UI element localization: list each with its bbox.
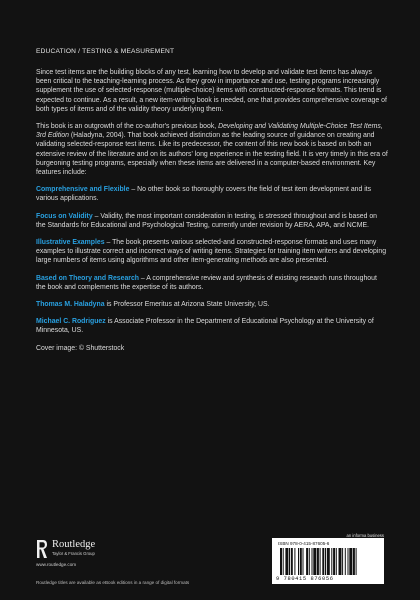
outgrowth-text-before: This book is an outgrowth of the co-author's previous book, (36, 123, 219, 131)
isbn-label: ISBN 978-0-415-87605-6 (278, 541, 330, 546)
cover-footer (0, 525, 420, 600)
routledge-logo-icon (36, 539, 48, 559)
publisher-website: www.routledge.com (36, 562, 77, 567)
publisher-name: Routledge (52, 539, 96, 550)
outgrowth-paragraph (36, 122, 388, 177)
feature-text: – No other book so thoroughly covers the field of test item development and its various applications. (36, 186, 372, 203)
author-name: Michael C. Rodriguez (36, 318, 106, 326)
barcode-box (272, 538, 384, 584)
author-bio-text: is Professor Emeritus at Arizona State University, US. (104, 301, 270, 309)
feature-text: – The book presents various selected-and constructed-response formats and uses many examples to illustrate correct and incorrect ways of writing items. Strategies for training item writers and developing large numbers of items using algorithms and other item-generating methods are also presented. (36, 239, 387, 265)
outgrowth-text-after: (Haladyna, 2004). That book achieved distinction as the leading source of guidance on creating and validating selected-response test items. Like its predecessor, the content of this new book is based on both an extensive review of the literature and on its authors' long experience in the testing field. It is very timely in this era of burgeoning testing programs, especially when these items are delivered in a computer-based environment. Key features include: (36, 132, 388, 177)
author-name: Thomas M. Haladyna (36, 301, 105, 309)
publisher-logo (52, 539, 95, 556)
feature-title: Comprehensive and Flexible (36, 186, 130, 194)
publisher-group: Taylor & Francis Group (52, 551, 95, 556)
feature-item (36, 185, 388, 203)
feature-title: Focus on Validity (36, 212, 93, 220)
intro-paragraph: Since test items are the building blocks of any test, learning how to develop and validate test items has always been critical to the teaching-learning process. As they grow in importance and use, testing programs increasingly supplement the use of selected-response (multiple-choice) items with constructed-response formats. This trend is expected to continue. As a result, a new item-writing book is needed, one that provides comprehensive coverage of both types of items and of the validity theory underlying them. (36, 69, 387, 113)
feature-title: Based on Theory and Research (36, 274, 140, 282)
feature-text: – A comprehensive review and synthesis of existing research runs throughout the book and complements the expertise of its authors. (36, 274, 377, 291)
author-bio (36, 300, 388, 309)
ebook-note: Routledge titles are available as eBook editions in a range of digital formats (36, 580, 190, 585)
cover-credit: Cover image: © Shutterstock (36, 344, 125, 352)
category-label: EDUCATION / TESTING & MEASUREMENT (36, 48, 175, 55)
informa-tagline: an informa business (346, 533, 384, 538)
barcode-digits: 9 780415 876056 (276, 576, 334, 582)
barcode-icon (278, 548, 378, 576)
previous-book-title: Developing and Validating Multiple-Choice Test Items, 3rd Edition (36, 123, 383, 140)
feature-item (36, 274, 388, 292)
author-bio-text: is Associate Professor in the Department of Educational Psychology at the University of Minnesota, US. (36, 318, 374, 335)
feature-text: – Validity, the most important consideration in testing, is stressed throughout and is based on the Standards for Educational and Psychological Testing, currently under revision by AERA, APA, and NCME. (36, 212, 378, 229)
author-bio (36, 317, 388, 335)
feature-item (36, 212, 388, 230)
feature-title: Illustrative Examples (36, 239, 105, 247)
barcode-panel (272, 533, 384, 584)
feature-item (36, 238, 388, 266)
cover-text-block (36, 48, 388, 361)
